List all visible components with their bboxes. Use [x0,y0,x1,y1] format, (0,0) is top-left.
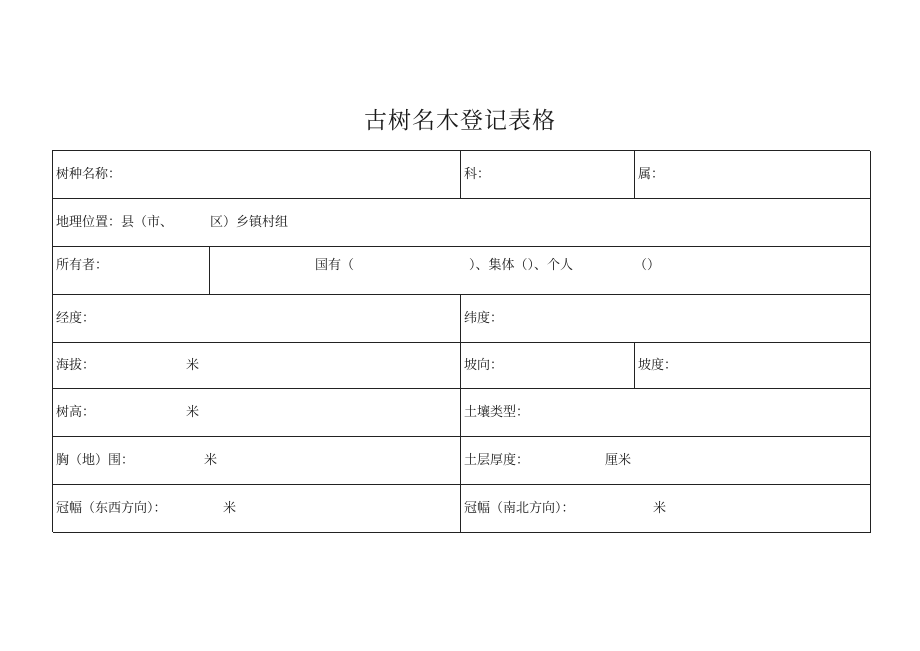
cell-owner-options[interactable] [210,247,871,295]
crown-ns-unit: 米 [653,500,667,516]
altitude-unit: 米 [186,357,200,373]
family-label: 科： [464,166,491,182]
soil-type-label: 土壤类型： [464,404,530,420]
species-name-label: 树种名称： [56,166,122,182]
genus-label: 属： [638,166,665,182]
cell-slope[interactable] [635,343,871,389]
cell-longitude[interactable] [53,295,461,343]
cell-species-name[interactable] [53,151,461,199]
soil-depth-unit: 厘米 [605,452,632,468]
form-title: 古树名木登记表格 [364,108,556,134]
cell-aspect[interactable] [461,343,635,389]
cell-latitude[interactable] [461,295,871,343]
cell-soil-type[interactable] [461,389,871,437]
cell-family[interactable] [461,151,635,199]
registration-table [52,150,870,532]
tree-height-unit: 米 [186,404,200,420]
cell-location[interactable] [53,199,871,247]
latitude-label: 纬度： [464,310,504,326]
owner-state-option: 国有（ [315,257,355,273]
cell-tree-height[interactable] [53,389,461,437]
cell-girth[interactable] [53,437,461,485]
soil-depth-label: 土层厚度： [464,452,530,468]
cell-owner-label [53,247,210,295]
cell-soil-depth[interactable] [461,437,871,485]
cell-crown-ew[interactable] [53,485,461,533]
girth-unit: 米 [204,452,218,468]
crown-ns-label: 冠幅（南北方向）： [464,500,575,516]
crown-ew-unit: 米 [223,500,237,516]
girth-label: 胸（地）围： [56,452,135,468]
altitude-label: 海拔： [56,357,96,373]
owner-collective-option: ）、集体（）、个人 [469,257,574,273]
location-district-text: 区）乡镇村组 [210,214,289,230]
slope-label: 坡度： [638,357,678,373]
cell-crown-ns[interactable] [461,485,871,533]
location-label: 地理位置：县（市、 [56,214,174,230]
cell-genus[interactable] [635,151,871,199]
crown-ew-label: 冠幅（东西方向）： [56,500,167,516]
owner-individual-paren: （） [634,257,661,273]
aspect-label: 坡向： [464,357,504,373]
tree-height-label: 树高： [56,404,96,420]
longitude-label: 经度： [56,310,96,326]
cell-altitude[interactable] [53,343,461,389]
owner-label: 所有者： [56,257,109,273]
